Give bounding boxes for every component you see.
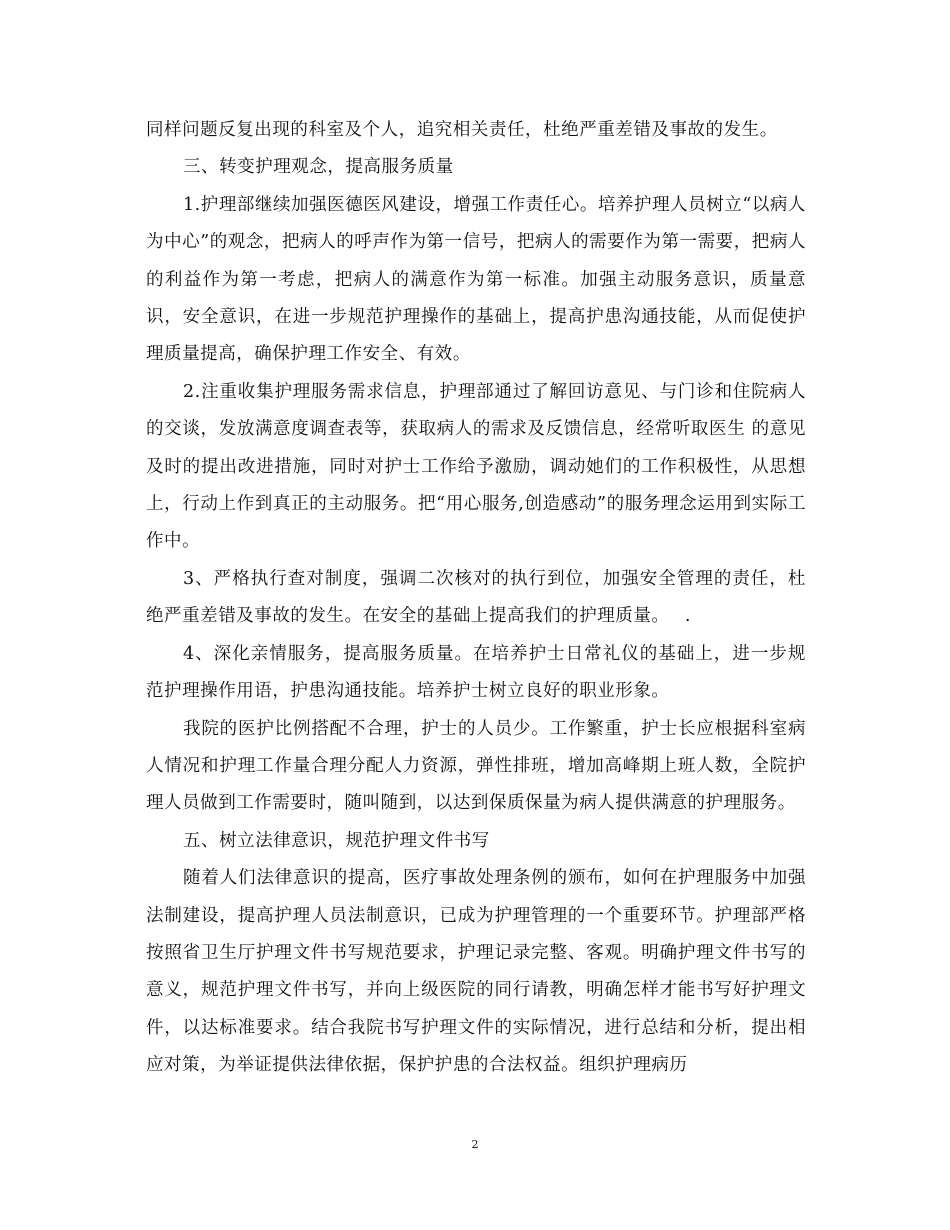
paragraph-legal-awareness: 随着人们法律意识的提高，医疗事故处理条例的颁布，如何在护理服务中加强法制建设，提高护理人员法制意识，已成为护理管理的一个重要环节。护理部严格按照省卫生厅护理文件书写规范要求，护理记录完整、客观。明确护理文件书写的意义，规范护理文件书写，并向上级医院的同行请教，明确怎样才能书写好护理文件，以达标准要求。结合我院书写护理文件的实际情况，进行总结和分析，提出相应对策，为举证提供法律依据，保护护患的合法权益。组织护理病历	[146, 868, 806, 1076]
section-heading-5: 五、树立法律意识，规范护理文件书写	[183, 830, 490, 851]
paragraph-item-2: 2.注重收集护理服务需求信息，护理部通过了解回访意见、与门诊和住院病人的交谈，发放满意度调查表等，获取病人的需求及反馈信息，经常听取医生 的意见及时的提出改进措施，同时对护士工作给予激励，调动她们的工作积极性，从思想上，行动上作到真正的主动服务。把“用心服务,创造感动”的服务理念运用到实际工作中。	[146, 381, 806, 552]
paragraph-item-3: 3、严格执行查对制度，强调二次核对的执行到位，加强安全管理的责任，杜绝严重差错及事故的发生。在安全的基础上提高我们的护理质量。 .	[146, 568, 806, 627]
paragraph-continuation: 同样问题反复出现的科室及个人，追究相关责任，杜绝严重差错及事故的发生。	[146, 120, 778, 140]
section-heading-3: 三、转变护理观念，提高服务质量	[183, 157, 454, 178]
paragraph-staffing: 我院的医护比例搭配不合理，护士的人员少。工作繁重，护士长应根据科室病人情况和护理工作量合理分配人力资源，弹性排班，增加高峰期上班人数，全院护理人员做到工作需要时，随叫随到，以达到保质保量为病人提供满意的护理服务。	[146, 718, 806, 814]
paragraph-item-1: 1.护理部继续加强医德医风建设，增强工作责任心。培养护理人员树立“以病人为中心”的观念，把病人的呼声作为第一信号，把病人的需要作为第一需要，把病人的利益作为第一考虑，把病人的满意作为第一标准。加强主动服务意识，质量意识，安全意识，在进一步规范护理操作的基础上，提高护患沟通技能，从而促使护理质量提高，确保护理工作安全、有效。	[146, 194, 806, 365]
paragraph-item-4: 4、深化亲情服务，提高服务质量。在培养护士日常礼仪的基础上，进一步规范护理操作用语，护患沟通技能。培养护士树立良好的职业形象。	[146, 643, 806, 702]
page-number: 2	[471, 1138, 479, 1151]
document-body	[146, 112, 806, 1085]
